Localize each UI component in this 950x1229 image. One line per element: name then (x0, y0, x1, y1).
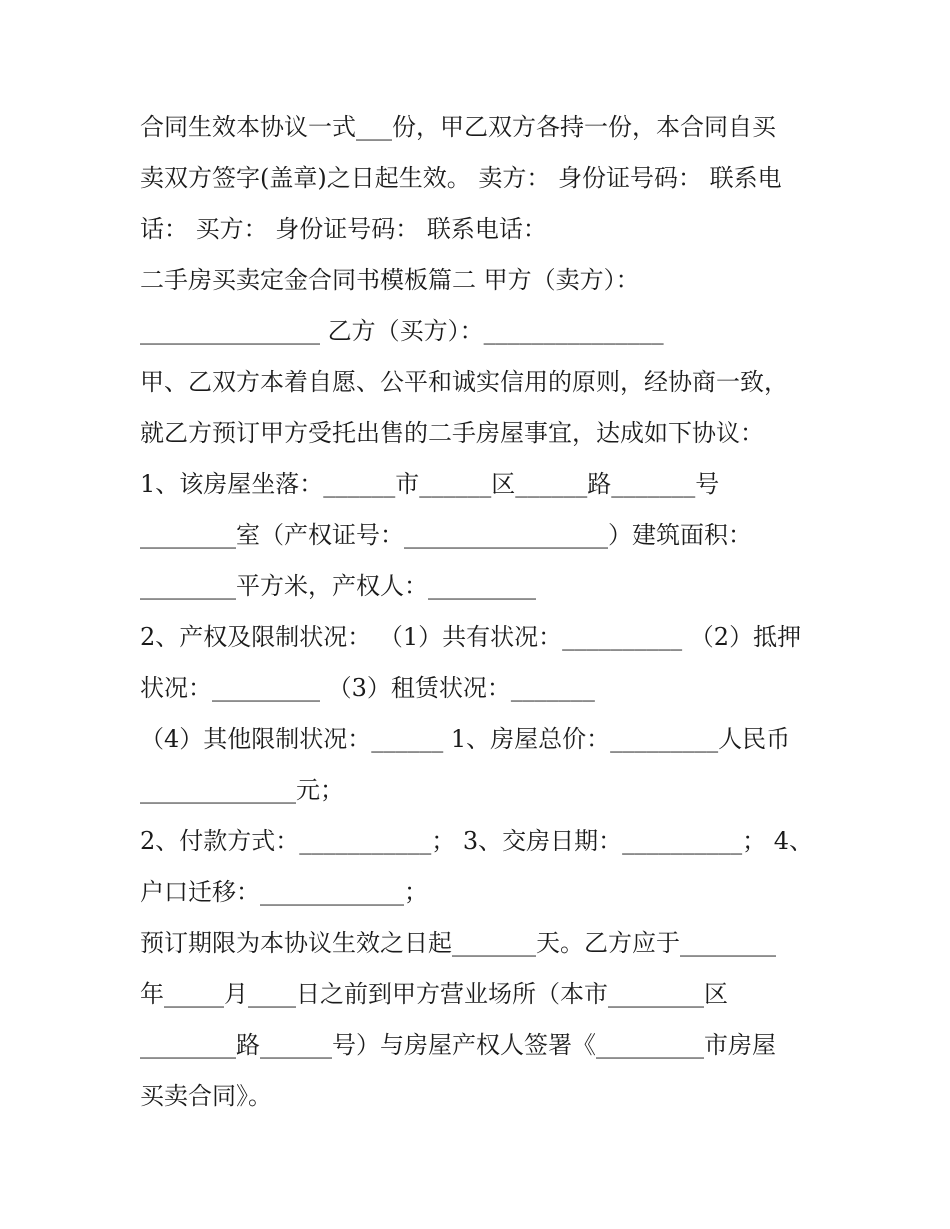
text-line-9: ________室（产权证号：_________________）建筑面积： (140, 521, 752, 549)
text-line-8: 1、该房屋坐落：______市______区______路_______号 (140, 470, 720, 498)
text-line-16: 户口迁移：____________； (140, 878, 428, 906)
text-line-10: ________平方米，产权人：_________ (140, 572, 536, 600)
text-line-19: ________路______号）与房屋产权人签署《_________市房屋 (140, 1031, 776, 1059)
text-line-12: 状况：_________ （3）租赁状况：_______ (140, 674, 595, 702)
section-heading: 二手房买卖定金合同书模板篇二 甲方（卖方）： (140, 266, 640, 294)
text-line-20: 买卖合同》。 (140, 1082, 272, 1110)
text-line-7: 就乙方预订甲方受托出售的二手房屋事宜，达成如下协议： (140, 419, 764, 447)
text-line-15: 2、付款方式：___________； 3、交房日期：__________； 4、 (140, 827, 814, 855)
text-line-3: 话： 买方： 身份证号码： 联系电话： (140, 215, 547, 243)
text-line-1: 合同生效本协议一式___份，甲乙双方各持一份，本合同自买 (140, 113, 776, 141)
text-line-18: 年_____月____日之前到甲方营业场所（本市________区 (140, 980, 728, 1008)
text-line-6: 甲、乙双方本着自愿、公平和诚实信用的原则，经协商一致， (140, 368, 788, 396)
text-line-13: （4）其他限制状况：______ 1、房屋总价：_________人民币 (140, 725, 791, 753)
contract-text (140, 102, 820, 1122)
text-line-5: _______________ 乙方（买方）：_______________ (140, 317, 664, 345)
text-line-14: _____________元； (140, 776, 344, 804)
text-line-17: 预订期限为本协议生效之日起_______天。乙方应于________ (140, 929, 776, 957)
text-line-2: 卖双方签字(盖章)之日起生效。 卖方： 身份证号码： 联系电 (140, 164, 782, 192)
text-line-11: 2、产权及限制状况： （1）共有状况：__________ （2）抵押 (140, 623, 802, 651)
